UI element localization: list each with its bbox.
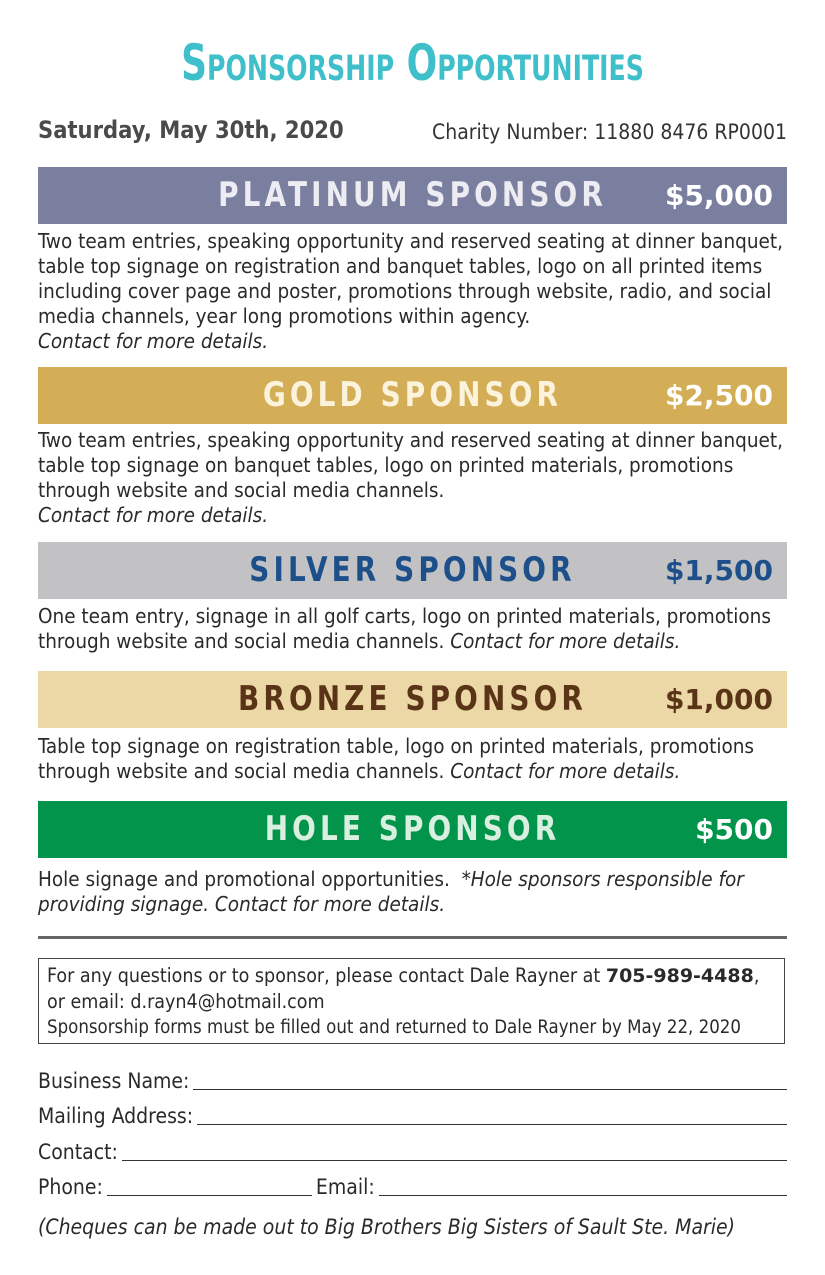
mailing-address-line[interactable] — [197, 1124, 787, 1125]
hole-band — [38, 801, 787, 858]
silver-description — [38, 604, 798, 654]
gold-price: $2,500 — [664, 379, 773, 412]
hole-benefits: Hole signage and promotional opportunities. — [38, 867, 450, 891]
silver-title: SILVER SPONSOR — [249, 550, 576, 590]
contact-field[interactable] — [38, 1135, 787, 1165]
contact-phone: 705-989-4488 — [605, 965, 754, 987]
bronze-price: $1,000 — [664, 683, 773, 716]
platinum-price: $5,000 — [664, 179, 773, 212]
mailing-address-field[interactable] — [38, 1099, 787, 1129]
cheque-note: (Cheques can be made out to Big Brothers Big Sisters of Sault Ste. Marie) — [38, 1215, 736, 1239]
hole-title: HOLE SPONSOR — [264, 809, 561, 849]
business-name-label: Business Name: — [38, 1069, 190, 1093]
platinum-benefits: Two team entries, speaking opportunity and reserved seating at dinner banquet, table top signage on registration and banquet tables, logo on all printed items including cover page and poster, promotions through website, radio, and social media channels, year long promotions within agency. — [38, 229, 783, 328]
hole-contact-note: Contact for more details. — [214, 892, 446, 916]
phone-line[interactable] — [107, 1195, 312, 1196]
hole-signage-note: *Hole sponsors responsible for providing signage. — [38, 867, 744, 916]
contact-email: or email: d.rayn4@hotmail.com — [47, 990, 325, 1013]
bronze-title: BRONZE SPONSOR — [238, 679, 587, 719]
bronze-description — [38, 734, 798, 784]
contact-text: For any questions or to sponsor, please contact Dale Rayner at — [47, 964, 601, 987]
page-title: Sponsorship Opportunities — [181, 34, 644, 92]
mailing-address-label: Mailing Address: — [38, 1104, 194, 1128]
hole-price: $500 — [695, 813, 773, 846]
bronze-contact-note: Contact for more details. — [450, 759, 681, 783]
phone-label: Phone: — [38, 1175, 103, 1199]
contact-label: Contact: — [38, 1140, 118, 1164]
contact-box — [38, 958, 785, 1044]
gold-band — [38, 367, 787, 424]
bronze-benefits: Table top signage on registration table, logo on printed materials, promotions through website and social media channels. — [38, 734, 755, 783]
gold-description — [38, 428, 798, 528]
charity-number: Charity Number: 11880 8476 RP0001 — [432, 120, 787, 144]
platinum-description — [38, 229, 798, 354]
platinum-contact-note: Contact for more details. — [38, 329, 269, 353]
gold-contact-note: Contact for more details. — [38, 503, 269, 527]
platinum-title: PLATINUM SPONSOR — [218, 175, 607, 215]
event-date: Saturday, May 30th, 2020 — [38, 116, 344, 144]
hole-description — [38, 867, 798, 917]
divider — [38, 936, 787, 939]
deadline-note: Sponsorship forms must be filled out and returned to Dale Rayner by May 22, 2020 — [47, 1017, 741, 1038]
contact-line-blank[interactable] — [122, 1160, 787, 1161]
business-name-line[interactable] — [193, 1089, 787, 1090]
silver-band — [38, 542, 787, 599]
platinum-band — [38, 167, 787, 224]
gold-title: GOLD SPONSOR — [262, 375, 563, 415]
email-label: Email: — [315, 1175, 375, 1199]
phone-email-field[interactable] — [38, 1170, 787, 1200]
silver-contact-note: Contact for more details. — [450, 629, 681, 653]
business-name-field[interactable] — [38, 1064, 787, 1094]
bronze-band — [38, 671, 787, 728]
contact-comma: , — [753, 964, 760, 987]
email-line[interactable] — [379, 1195, 787, 1196]
gold-benefits: Two team entries, speaking opportunity and reserved seating at dinner banquet, table top signage on banquet tables, logo on printed materials, promotions through website and social media channels. — [38, 428, 783, 502]
silver-price: $1,500 — [664, 554, 773, 587]
contact-line — [47, 963, 776, 989]
silver-benefits: One team entry, signage in all golf carts, logo on printed materials, promotions through website and social media channels. — [38, 604, 771, 653]
